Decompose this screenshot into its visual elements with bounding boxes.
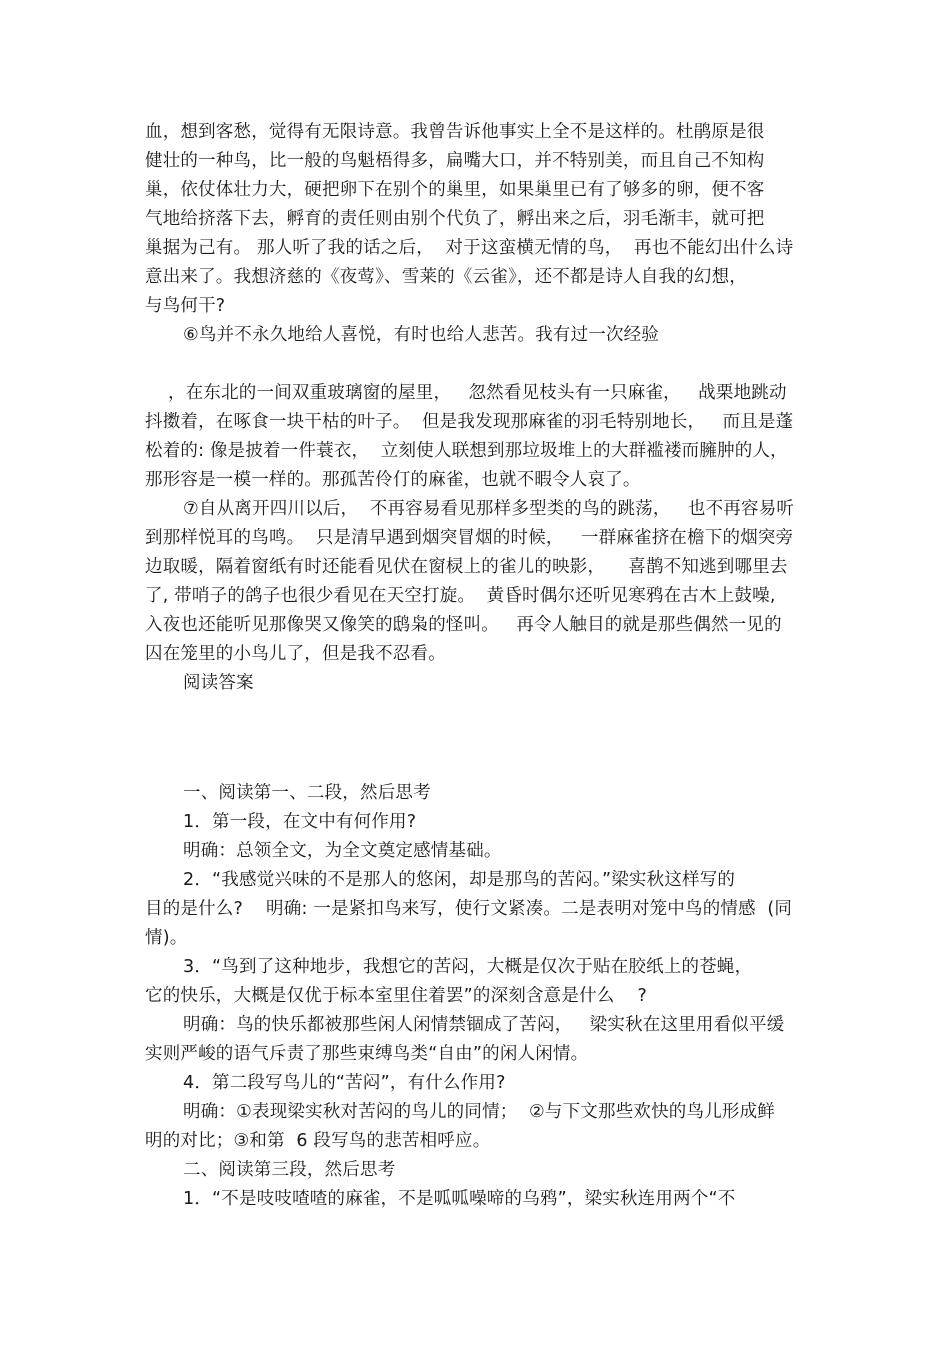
text-line: 了, 带哨子的鸽子也很少看见在天空打旋。 黄昏时偶尔还听见寒鸦在古木上鼓噪, (145, 586, 776, 606)
text-line: 1．第一段，在文中有何作用? (183, 812, 417, 832)
text-line: 松着的: 像是披着一件蓑衣， 立刻使人联想到那垃圾堆上的大群褴褛而臃肿的人， (145, 441, 788, 461)
text-line: 1．“不是吱吱喳喳的麻雀，不是呱呱噪啼的乌鸦”，梁实秋连用两个“不 (183, 1189, 736, 1209)
text-line: 意出来了。我想济慈的《夜莺》、雪莱的《云雀》，还不都是诗人自我的幻想， (145, 267, 747, 287)
text-line: 到那样悦耳的鸟鸣。 只是清早遇到烟突冒烟的时候， 一群麻雀挤在檐下的烟突旁 (145, 528, 794, 548)
text-line: 情)。 (145, 928, 188, 948)
text-line: 明的对比；③和第 6 段写鸟的悲苦相呼应。 (145, 1131, 491, 1151)
text-line: 与鸟何干? (145, 296, 226, 316)
text-line: 明确：总领全文，为全文奠定感情基础。 (183, 841, 502, 861)
text-line: ⑥鸟并不永久地给人喜悦，有时也给人悲苦。我有过一次经验 (183, 325, 660, 345)
text-line: 入夜也还能听见那像哭又像笑的鸱枭的怪叫。 再令人触目的就是那些偶然一见的 (145, 615, 782, 635)
text-line: 明确：①表现梁实秋对苦闷的鸟儿的同情； ②与下文那些欢快的鸟儿形成鲜 (183, 1102, 775, 1122)
text-line: 2．“我感觉兴味的不是那人的悠闲，却是那鸟的苦闷。”梁实秋这样写的 (183, 870, 736, 890)
text-line: 边取暖，隔着窗纸有时还能看见伏在窗棂上的雀儿的映影， 喜鹊不知逃到哪里去 (145, 557, 788, 577)
text-line: ，在东北的一间双重玻璃窗的屋里， 忽然看见枝头有一只麻雀， 战栗地跳动 (168, 383, 787, 403)
text-line: 健壮的一种鸟，比一般的鸟魁梧得多，扁嘴大口，并不特别美，而且自己不知构 (145, 151, 765, 171)
text-line: 4．第二段写鸟儿的“苦闷”，有什么作用? (183, 1073, 506, 1093)
text-line: 气地给挤落下去，孵育的责任则由别个代负了，孵出来之后，羽毛渐丰，就可把 (145, 209, 765, 229)
text-line: 阅读答案 (183, 673, 254, 693)
text-line: 那形容是一模一样的。那孤苦伶仃的麻雀，也就不暇令人哀了。 (145, 470, 641, 490)
text-line: 明确：鸟的快乐都被那些闲人闲情禁锢成了苦闷， 梁实秋在这里用看似平缓 (183, 1015, 785, 1035)
text-line: 囚在笼里的小鸟儿了，但是我不忍看。 (145, 644, 446, 664)
text-line: 巢据为己有。 那人听了我的话之后， 对于这蛮横无情的鸟， 再也不能幻出什么诗 (145, 238, 794, 258)
text-line: 实则严峻的语气斥责了那些束缚鸟类“自由”的闲人闲情。 (145, 1044, 589, 1064)
text-line: 目的是什么? 明确: 一是紧扣鸟来写，使行文紧凑。二是表明对笼中鸟的情感 (同 (145, 899, 793, 919)
text-line: 3．“鸟到了这种地步，我想它的苦闷，大概是仅次于贴在胶纸上的苍蝇， (183, 957, 753, 977)
text-line: 抖擞着，在啄食一块干枯的叶子。 但是我发现那麻雀的羽毛特别地长， 而且是蓬 (145, 412, 794, 432)
text-line: ⑦自从离开四川以后， 不再容易看见那样多型类的鸟的跳荡， 也不再容易听 (183, 499, 795, 519)
text-line: 血，想到客愁，觉得有无限诗意。我曾告诉他事实上全不是这样的。杜鹃原是很 (145, 122, 765, 142)
text-line: 二、阅读第三段，然后思考 (183, 1160, 396, 1180)
text-line: 一、阅读第一、二段，然后思考 (183, 783, 431, 803)
text-line: 它的快乐，大概是仅优于标本室里住着罢”的深刻含意是什么 ? (145, 986, 648, 1006)
text-line: 巢，依仗体壮力大，硬把卵下在别个的巢里，如果巢里已有了够多的卵，便不客 (145, 180, 765, 200)
